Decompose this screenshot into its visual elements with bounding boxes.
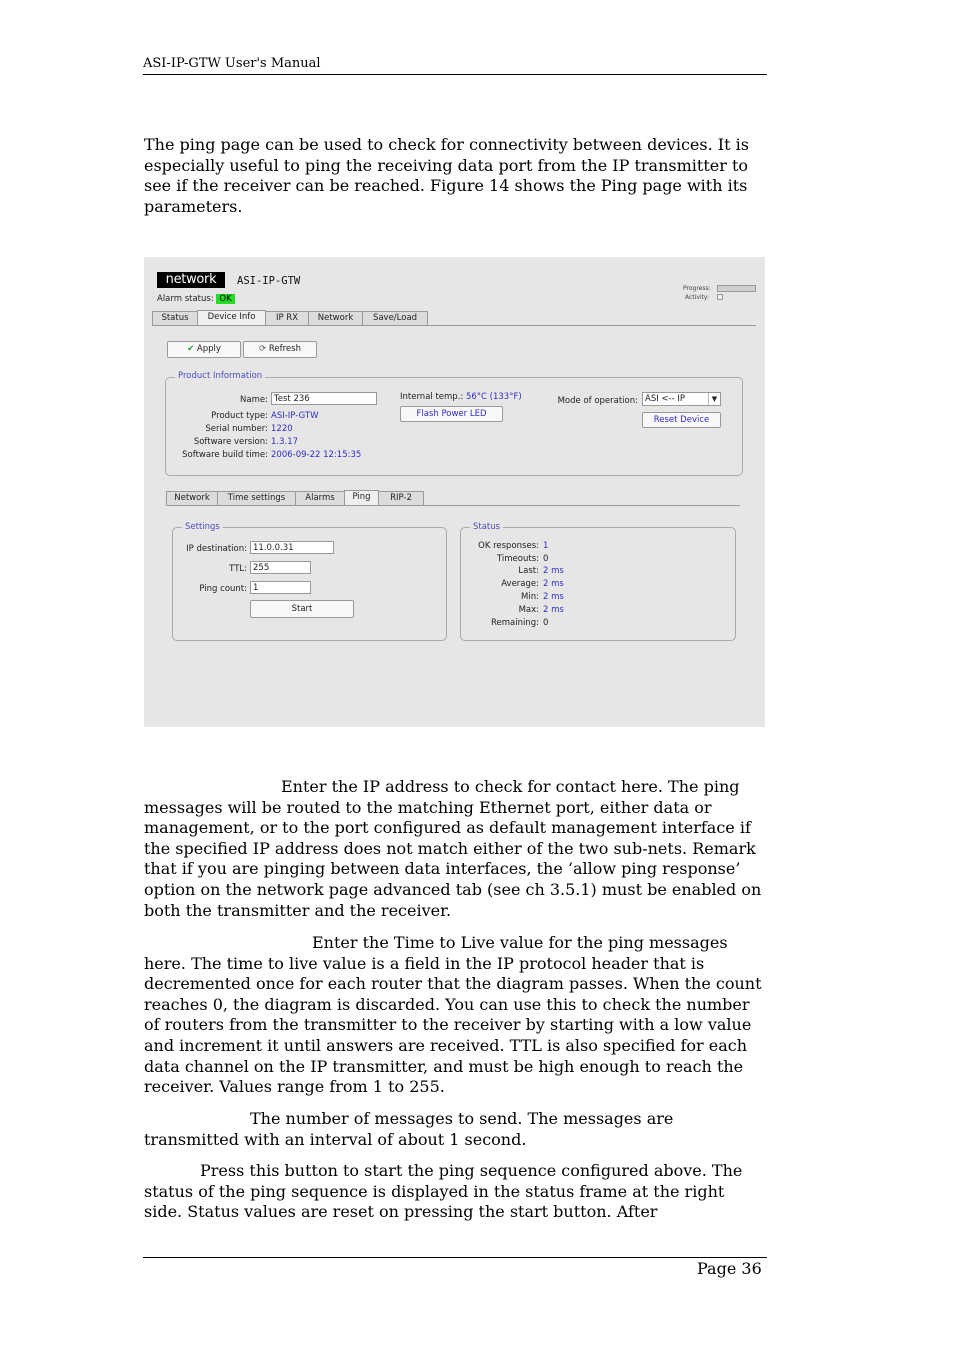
subtab-rip-2[interactable]: RIP-2: [378, 491, 424, 505]
status-legend: Status: [470, 522, 503, 532]
activity-label: Activity:: [685, 294, 710, 301]
flash-power-led-button[interactable]: Flash Power LED: [400, 406, 503, 422]
mode-of-operation-select[interactable]: ASI <-- IP ▼: [642, 392, 721, 406]
max-label: Max:: [518, 605, 539, 615]
tab-ip-rx[interactable]: IP RX: [265, 311, 309, 325]
ip-destination-input[interactable]: 11.0.0.31: [250, 541, 334, 554]
ip-destination-label: IP destination:: [186, 544, 247, 554]
subtab-ping[interactable]: Ping: [344, 490, 379, 505]
header-rule: [143, 74, 767, 75]
alarm-label: Alarm status:: [157, 294, 214, 304]
build-time-label: Software build time:: [182, 450, 268, 460]
internal-temp: [400, 392, 522, 402]
network-logo: network: [157, 272, 225, 288]
ip-destination-description: Enter the IP address to check for contact here. The ping messages will be routed to the matching Ethernet port, either data or management, or to the port configured as default management interface if the specified IP address does not match either of the two sub-nets. Remark that if you are pinging between data interfaces, the ‘allow ping response’ option on the network page advanced tab (see ch 3.5.1) must be enabled on both the transmitter and the receiver.: [144, 777, 762, 920]
app-title: ASI-IP-GTW: [237, 275, 301, 287]
subtab-time-settings[interactable]: Time settings: [217, 491, 296, 505]
software-version-value: 1.3.17: [271, 437, 299, 447]
ping-page-screenshot: [144, 257, 765, 727]
ok-responses-label: OK responses:: [478, 541, 539, 551]
progress-bar: [717, 285, 756, 292]
tab-status[interactable]: Status: [152, 311, 198, 325]
min-label: Min:: [521, 592, 539, 602]
ping-count-input[interactable]: 1: [250, 581, 311, 594]
subtab-underline: [166, 505, 740, 506]
reset-device-button[interactable]: Reset Device: [642, 412, 721, 428]
serial-number-value: 1220: [271, 424, 293, 434]
last-label: Last:: [518, 566, 539, 576]
activity-indicator: [717, 294, 723, 300]
name-label: Name:: [240, 395, 268, 405]
ttl-label: TTL:: [229, 564, 247, 574]
tab-underline: [152, 325, 756, 326]
ttl-description: Enter the Time to Live value for the ping messages here. The time to live value is a field in the IP protocol header that is decremented once for each router that the diagram passes. When the count reaches 0, the diagram is discarded. You can use this to check the number of routers from the transmitter to the receiver by starting with a low value and increment it until answers are received. TTL is also specified for each data channel on the IP transmitter, and must be high enough to reach the receiver. Values range from 1 to 255.: [144, 933, 762, 1097]
start-description: Press this button to start the ping sequence configured above. The status of the ping sequence is displayed in the status frame at the right side. Status values are reset on pressing the start button. After: [144, 1161, 743, 1222]
min-value: 2 ms: [543, 592, 564, 602]
refresh-button[interactable]: ⟳ Refresh: [243, 341, 317, 358]
progress-label: Progress:: [683, 285, 711, 292]
start-button[interactable]: Start: [250, 600, 354, 618]
mode-of-operation-label: Mode of operation:: [557, 396, 638, 406]
max-value: 2 ms: [543, 605, 564, 615]
tab-device-info[interactable]: Device Info: [197, 310, 266, 325]
build-time-value: 2006-09-22 12:15:35: [271, 450, 362, 460]
serial-number-label: Serial number:: [205, 424, 268, 434]
name-input[interactable]: Test 236: [271, 392, 377, 405]
internal-temp-label: Internal temp.:: [400, 392, 464, 402]
timeouts-label: Timeouts:: [496, 554, 539, 564]
average-label: Average:: [501, 579, 539, 589]
remaining-value: 0: [543, 618, 549, 628]
subtab-alarms[interactable]: Alarms: [295, 491, 345, 505]
timeouts-value: 0: [543, 554, 549, 564]
page-number: Page 36: [697, 1259, 762, 1278]
ping-count-label: Ping count:: [199, 584, 247, 594]
checkmark-icon: ✔: [187, 344, 195, 354]
chevron-down-icon: ▼: [708, 393, 720, 405]
intro-paragraph: The ping page can be used to check for connectivity between devices. It is especially useful to ping the receiving data port from the IP transmitter to see if the receiver can be reached. Figure 14 shows the Ping page with its parameters.: [144, 135, 749, 216]
footer-rule: [143, 1257, 767, 1258]
running-header: ASI-IP-GTW User's Manual: [143, 56, 321, 71]
software-version-label: Software version:: [193, 437, 268, 447]
apply-button[interactable]: ✔ Apply: [167, 341, 241, 358]
tab-save-load[interactable]: Save/Load: [362, 311, 428, 325]
tab-network[interactable]: Network: [308, 311, 363, 325]
average-value: 2 ms: [543, 579, 564, 589]
remaining-label: Remaining:: [491, 618, 539, 628]
subtab-network[interactable]: Network: [166, 491, 218, 505]
ok-responses-value: 1: [543, 541, 549, 551]
ttl-input[interactable]: 255: [250, 561, 311, 574]
alarm-ok-badge: OK: [216, 294, 234, 304]
alarm-status: [157, 294, 235, 304]
internal-temp-value: 56°C (133°F): [465, 392, 522, 402]
refresh-icon: ⟳: [259, 344, 267, 354]
settings-legend: Settings: [182, 522, 223, 532]
ping-count-description: The number of messages to send. The messages are transmitted with an interval of about 1 second.: [144, 1109, 674, 1149]
product-type-label: Product type:: [211, 411, 268, 421]
last-value: 2 ms: [543, 566, 564, 576]
product-type-value: ASI-IP-GTW: [271, 411, 319, 421]
product-information-legend: Product Information: [175, 371, 265, 381]
